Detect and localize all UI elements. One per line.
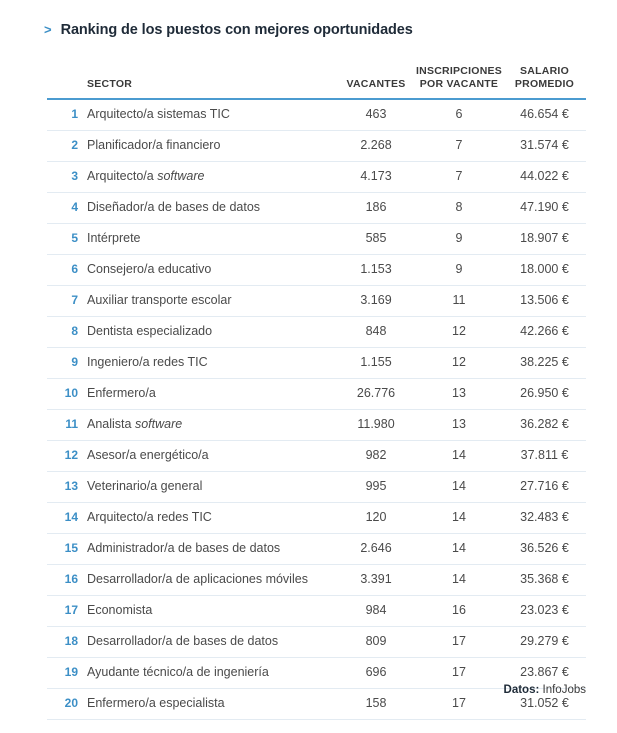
rank-cell: 1 <box>47 99 79 131</box>
ranking-table <box>47 65 586 720</box>
table-row[interactable] <box>47 471 586 502</box>
salario-cell: 29.279 € <box>503 626 586 657</box>
column-header-salario-line1: SALARIO <box>520 65 569 78</box>
table-row[interactable] <box>47 99 586 131</box>
sector-cell: Auxiliar transporte escolar <box>79 285 337 316</box>
inscripciones-cell: 9 <box>415 223 503 254</box>
sector-cell <box>79 161 337 192</box>
vacantes-cell: 3.169 <box>337 285 415 316</box>
sector-cell: Consejero/a educativo <box>79 254 337 285</box>
salario-cell: 32.483 € <box>503 502 586 533</box>
inscripciones-cell: 17 <box>415 626 503 657</box>
column-header-salario-promedio <box>503 65 586 99</box>
salario-cell: 26.950 € <box>503 378 586 409</box>
vacantes-cell: 4.173 <box>337 161 415 192</box>
rank-cell: 3 <box>47 161 79 192</box>
ranking-table-container <box>47 65 586 720</box>
salario-cell: 23.867 € <box>503 657 586 688</box>
sector-text: Analista <box>87 417 135 432</box>
sector-cell: Enfermero/a especialista <box>79 688 337 719</box>
salario-cell: 18.907 € <box>503 223 586 254</box>
inscripciones-cell: 14 <box>415 471 503 502</box>
data-source-label: Datos: <box>503 684 540 696</box>
sector-text-emphasis: software <box>157 169 205 184</box>
rank-cell: 16 <box>47 564 79 595</box>
table-row[interactable] <box>47 626 586 657</box>
column-header-salario-line2: PROMEDIO <box>514 78 575 91</box>
vacantes-cell: 809 <box>337 626 415 657</box>
table-row[interactable] <box>47 595 586 626</box>
salario-cell: 13.506 € <box>503 285 586 316</box>
inscripciones-cell: 13 <box>415 409 503 440</box>
data-source-value: InfoJobs <box>542 684 586 696</box>
table-row[interactable] <box>47 409 586 440</box>
inscripciones-cell: 14 <box>415 564 503 595</box>
vacantes-cell: 696 <box>337 657 415 688</box>
vacantes-cell: 2.646 <box>337 533 415 564</box>
column-header-vacantes: VACANTES <box>337 65 415 99</box>
vacantes-cell: 186 <box>337 192 415 223</box>
sector-cell <box>79 409 337 440</box>
table-row[interactable] <box>47 130 586 161</box>
inscripciones-cell: 16 <box>415 595 503 626</box>
salario-cell: 42.266 € <box>503 316 586 347</box>
table-row[interactable] <box>47 378 586 409</box>
table-row[interactable] <box>47 161 586 192</box>
inscripciones-cell: 6 <box>415 99 503 131</box>
sector-cell: Ingeniero/a redes TIC <box>79 347 337 378</box>
salario-cell: 31.052 € <box>503 688 586 719</box>
sector-cell: Desarrollador/a de aplicaciones móviles <box>79 564 337 595</box>
rank-cell: 10 <box>47 378 79 409</box>
sector-cell: Arquitecto/a redes TIC <box>79 502 337 533</box>
chevron-right-icon: > <box>44 22 52 37</box>
rank-cell: 6 <box>47 254 79 285</box>
vacantes-cell: 1.153 <box>337 254 415 285</box>
vacantes-cell: 26.776 <box>337 378 415 409</box>
sector-cell: Enfermero/a <box>79 378 337 409</box>
sector-cell: Diseñador/a de bases de datos <box>79 192 337 223</box>
table-row[interactable] <box>47 285 586 316</box>
sector-cell: Desarrollador/a de bases de datos <box>79 626 337 657</box>
table-body <box>47 99 586 720</box>
column-header-inscripciones-line1: INSCRIPCIONES <box>415 65 503 78</box>
table-header-row <box>47 65 586 99</box>
rank-cell: 11 <box>47 409 79 440</box>
rank-cell: 12 <box>47 440 79 471</box>
vacantes-cell: 2.268 <box>337 130 415 161</box>
vacantes-cell: 1.155 <box>337 347 415 378</box>
rank-cell: 15 <box>47 533 79 564</box>
rank-cell: 7 <box>47 285 79 316</box>
table-row[interactable] <box>47 316 586 347</box>
column-header-inscripciones-por-vacante <box>415 65 503 99</box>
sector-cell: Ayudante técnico/a de ingeniería <box>79 657 337 688</box>
inscripciones-cell: 7 <box>415 130 503 161</box>
inscripciones-cell: 13 <box>415 378 503 409</box>
column-header-rank <box>47 65 79 99</box>
inscripciones-cell: 14 <box>415 440 503 471</box>
table-row[interactable] <box>47 347 586 378</box>
inscripciones-cell: 17 <box>415 688 503 719</box>
salario-cell: 23.023 € <box>503 595 586 626</box>
vacantes-cell: 982 <box>337 440 415 471</box>
inscripciones-cell: 11 <box>415 285 503 316</box>
sector-cell: Veterinario/a general <box>79 471 337 502</box>
inscripciones-cell: 14 <box>415 533 503 564</box>
column-header-sector: SECTOR <box>79 65 337 99</box>
sector-text-emphasis: software <box>134 417 183 432</box>
vacantes-cell: 158 <box>337 688 415 719</box>
table-row[interactable] <box>47 502 586 533</box>
sector-cell: Economista <box>79 595 337 626</box>
page-title: Ranking de los puestos con mejores oportunidades <box>60 22 413 38</box>
salario-cell: 38.225 € <box>503 347 586 378</box>
rank-cell: 13 <box>47 471 79 502</box>
table-row[interactable] <box>47 223 586 254</box>
salario-cell: 27.716 € <box>503 471 586 502</box>
salario-cell: 36.526 € <box>503 533 586 564</box>
vacantes-cell: 848 <box>337 316 415 347</box>
salario-cell: 31.574 € <box>503 130 586 161</box>
rank-cell: 4 <box>47 192 79 223</box>
inscripciones-cell: 9 <box>415 254 503 285</box>
vacantes-cell: 984 <box>337 595 415 626</box>
rank-cell: 14 <box>47 502 79 533</box>
inscripciones-cell: 14 <box>415 502 503 533</box>
inscripciones-cell: 7 <box>415 161 503 192</box>
inscripciones-cell: 17 <box>415 657 503 688</box>
rank-cell: 18 <box>47 626 79 657</box>
vacantes-cell: 120 <box>337 502 415 533</box>
data-source-attribution <box>504 684 586 696</box>
table-header <box>47 65 586 99</box>
inscripciones-cell: 12 <box>415 316 503 347</box>
salario-cell: 36.282 € <box>503 409 586 440</box>
salario-cell: 37.811 € <box>503 440 586 471</box>
sector-cell: Intérprete <box>79 223 337 254</box>
salario-cell: 35.368 € <box>503 564 586 595</box>
vacantes-cell: 585 <box>337 223 415 254</box>
vacantes-cell: 11.980 <box>337 409 415 440</box>
inscripciones-cell: 12 <box>415 347 503 378</box>
page-title-row <box>0 0 617 39</box>
rank-cell: 19 <box>47 657 79 688</box>
sector-cell: Administrador/a de bases de datos <box>79 533 337 564</box>
rank-cell: 8 <box>47 316 79 347</box>
table-row[interactable] <box>47 440 586 471</box>
table-row[interactable] <box>47 192 586 223</box>
sector-cell: Planificador/a financiero <box>79 130 337 161</box>
sector-cell: Dentista especializado <box>79 316 337 347</box>
rank-cell: 9 <box>47 347 79 378</box>
salario-cell: 44.022 € <box>503 161 586 192</box>
vacantes-cell: 463 <box>337 99 415 131</box>
rank-cell: 17 <box>47 595 79 626</box>
sector-text: Arquitecto/a <box>87 169 158 184</box>
salario-cell: 47.190 € <box>503 192 586 223</box>
rank-cell: 5 <box>47 223 79 254</box>
sector-cell: Arquitecto/a sistemas TIC <box>79 99 337 131</box>
table-row[interactable] <box>47 254 586 285</box>
vacantes-cell: 995 <box>337 471 415 502</box>
column-header-inscripciones-line2: POR VACANTE <box>419 78 499 91</box>
sector-cell: Asesor/a energético/a <box>79 440 337 471</box>
salario-cell: 46.654 € <box>503 99 586 131</box>
inscripciones-cell: 8 <box>415 192 503 223</box>
vacantes-cell: 3.391 <box>337 564 415 595</box>
salario-cell: 18.000 € <box>503 254 586 285</box>
rank-cell: 20 <box>47 688 79 719</box>
table-row[interactable] <box>47 564 586 595</box>
table-row[interactable] <box>47 533 586 564</box>
rank-cell: 2 <box>47 130 79 161</box>
